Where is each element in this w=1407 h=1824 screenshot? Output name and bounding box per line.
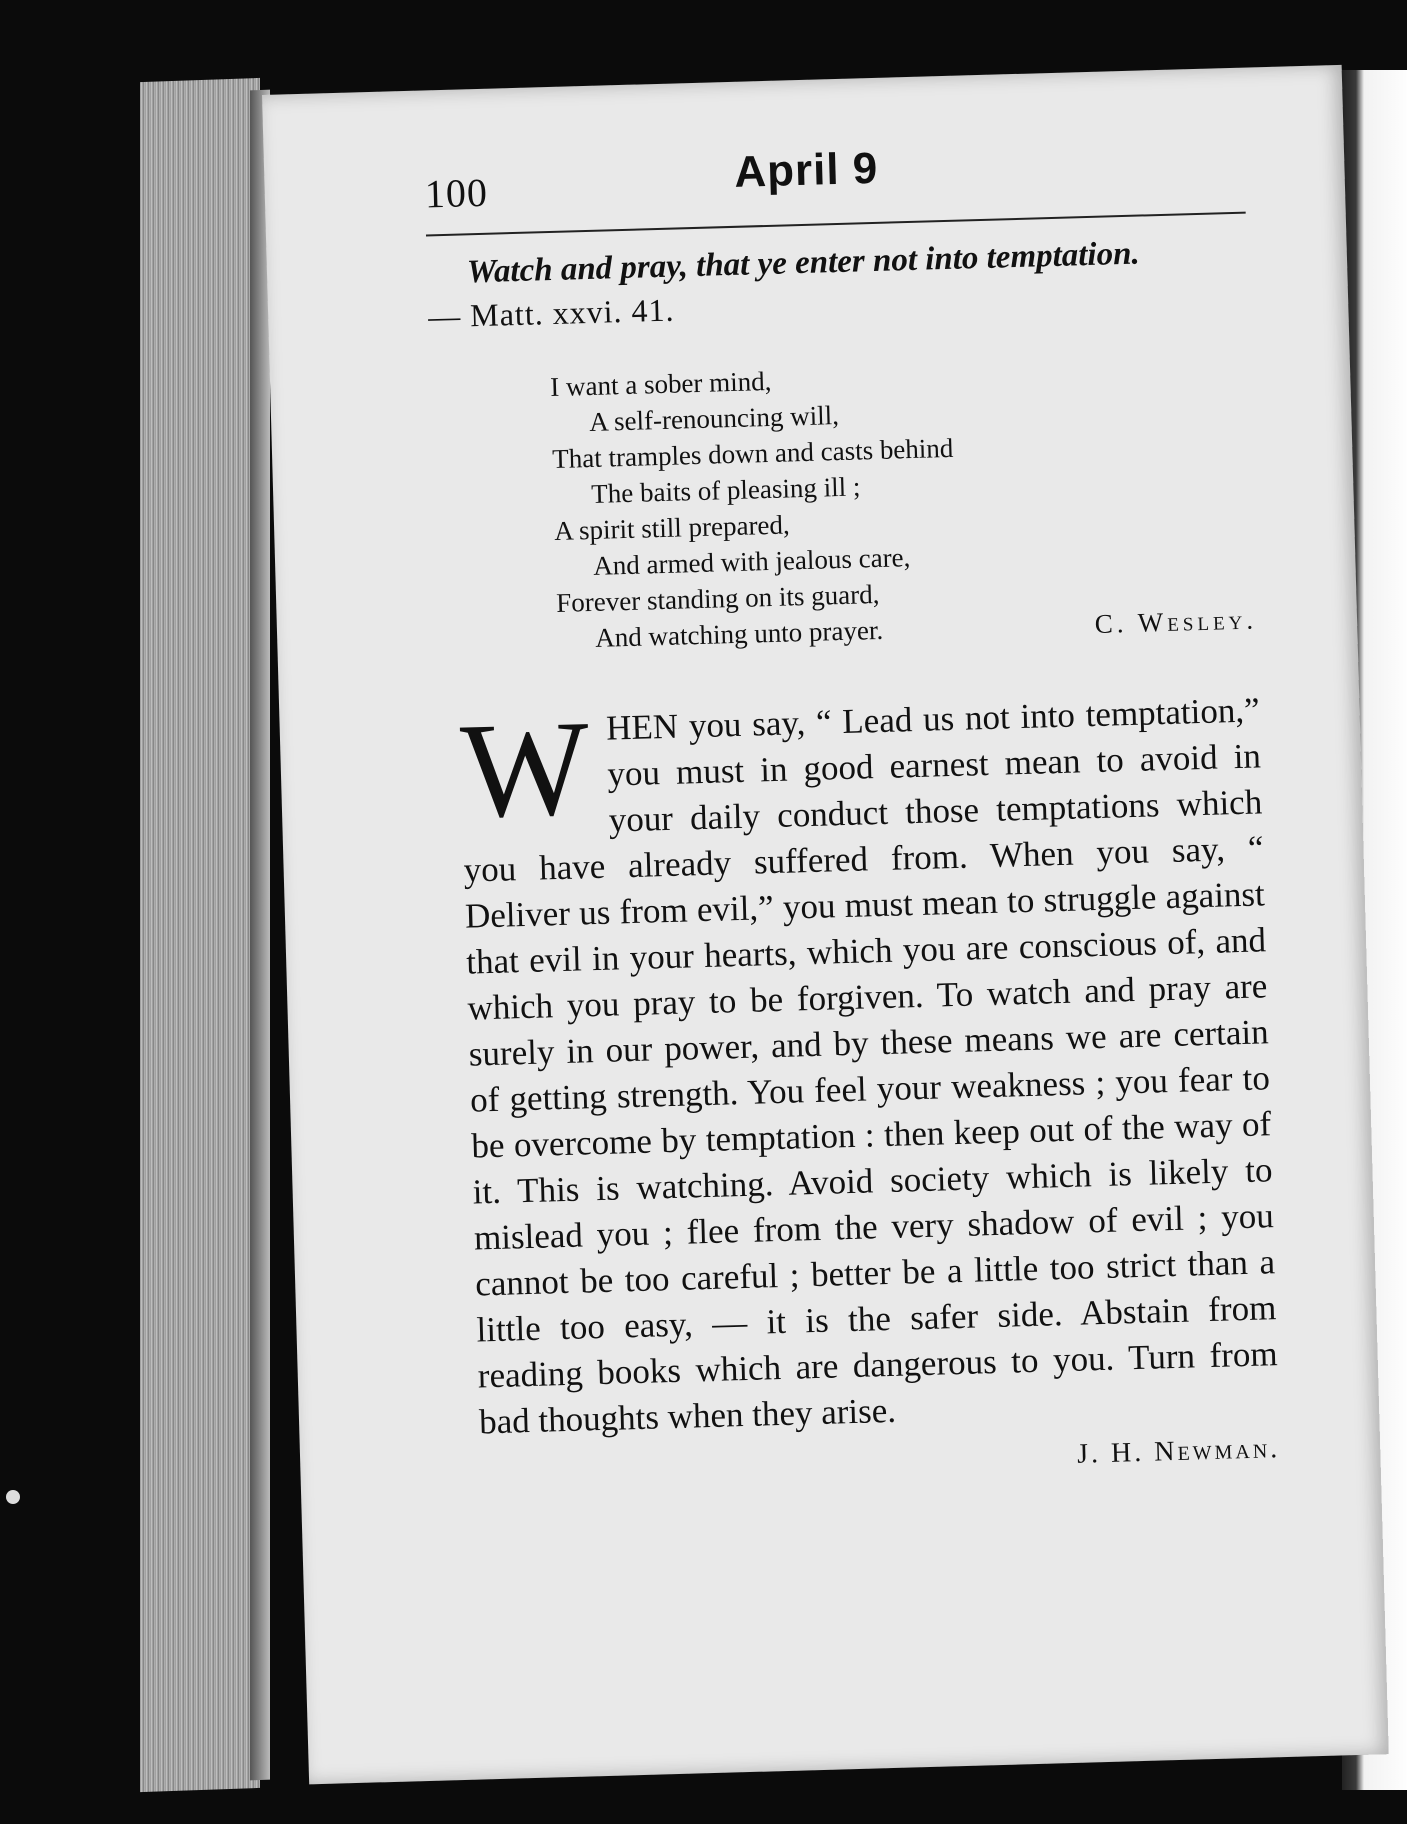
prose-passage: [459, 687, 1279, 1445]
poem-author: C. Wesley.: [1094, 604, 1258, 639]
page-stack-edge: [140, 78, 260, 1792]
poem-line: A self-renouncing will,: [588, 400, 840, 437]
page-header: [423, 108, 1245, 221]
poem-line: Forever standing on its guard,: [555, 578, 880, 618]
drop-cap: W: [458, 693, 592, 847]
poem: [550, 350, 1258, 657]
poem-line: And watching unto prayer.: [594, 614, 884, 653]
poem-line: The baits of pleasing ill ;: [590, 471, 861, 509]
poem-line: A spirit still prepared,: [553, 509, 791, 547]
page-date-heading: April 9: [733, 143, 879, 197]
scripture-verse: Watch and pray, that ye enter not into temptation.: [466, 235, 1141, 291]
poem-line: That tramples down and casts behind: [551, 432, 954, 475]
page-stack-shadow: [250, 90, 270, 1781]
page-number: 100: [424, 169, 489, 217]
dust-speck: [6, 1490, 20, 1504]
prose-author: J. H. Newman.: [1076, 1433, 1281, 1470]
scripture-reference: — Matt. xxvi. 41.: [427, 291, 675, 335]
poem-line: I want a sober mind,: [549, 365, 772, 403]
poem-line: And armed with jealous care,: [592, 542, 911, 581]
page-content: [423, 108, 1281, 1488]
prose-text: HEN you say, “ Lead us not into temptation,” you must in good earnest mean to avoid in your daily conduct those temptations which you have already suffered from. When you say, “ Deliver us from evil,” you must mean to struggle against that evil in your hearts, which you are conscious of, and which you pray to be forgiven. To watch and pray are surely in our power, and by these means we are certain of getting strength. You feel your weakness ; you fear to be overcome by temptation : then keep out of the way of it. This is watching. Avoid society which is likely to mislead you ; flee from the very shadow of evil ; you cannot be too careful ; better be a little too strict than a little too easy, — it is the safer side. Abstain from reading books which are dangerous to you. Turn from bad thoughts when they arise.: [463, 690, 1279, 1442]
book-page: [262, 65, 1389, 1784]
